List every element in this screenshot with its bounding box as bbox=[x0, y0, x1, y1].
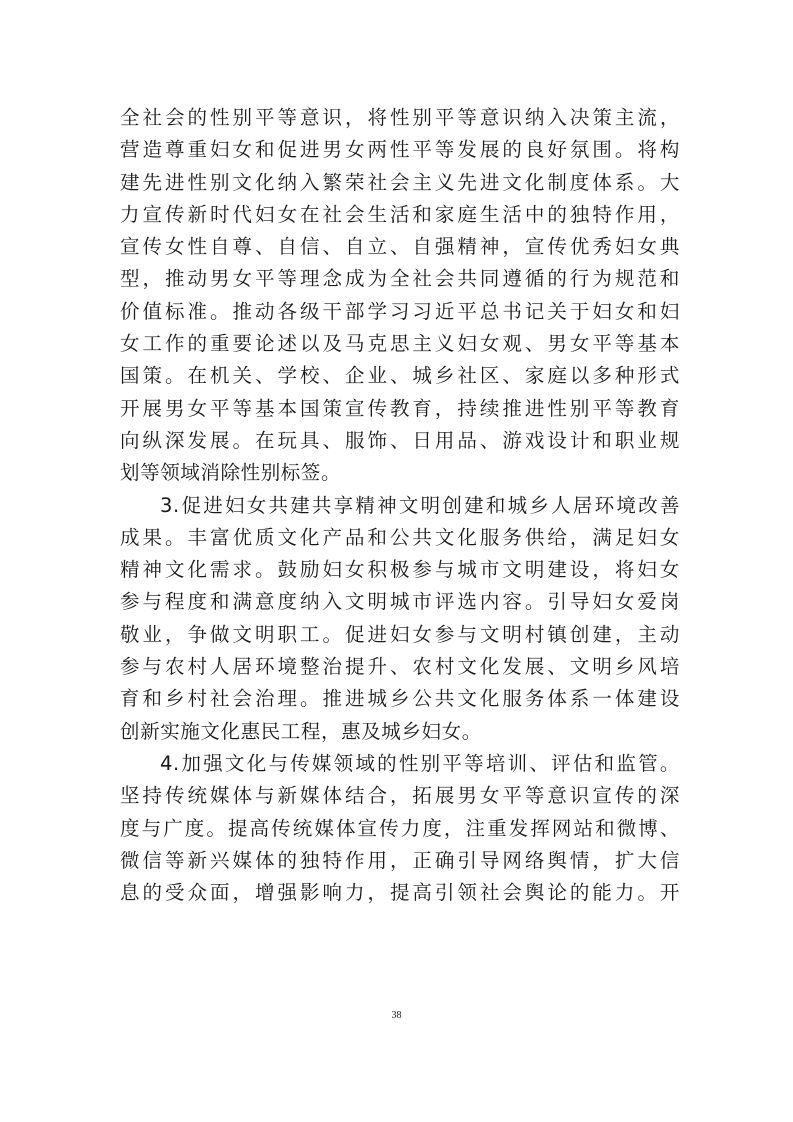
text-line: 精神文化需求。鼓励妇女积极参与城市文明建设，将妇女 bbox=[120, 558, 680, 582]
text-line: 参与农村人居环境整治提升、农村文化发展、文明乡风培 bbox=[120, 655, 680, 679]
text-line: 息的受众面，增强影响力，提高引领社会舆论的能力。开 bbox=[120, 881, 680, 905]
section-heading-line: 4.加强文化与传媒领域的性别平等培训、评估和监管。 bbox=[160, 751, 680, 775]
text-line: 划等领域消除性别标签。 bbox=[120, 461, 342, 485]
text-line: 敬业，争做文明职工。促进妇女参与文明村镇创建，主动 bbox=[120, 622, 680, 646]
text-line: 型，推动男女平等理念成为全社会共同遵循的行为规范和 bbox=[120, 267, 680, 291]
page-number: 38 bbox=[391, 1010, 402, 1021]
text-line: 全社会的性别平等意识，将性别平等意识纳入决策主流， bbox=[120, 106, 680, 129]
text-line: 微信等新兴媒体的独特作用，正确引导网络舆情，扩大信 bbox=[120, 848, 680, 872]
text-line: 向纵深发展。在玩具、服饰、日用品、游戏设计和职业规 bbox=[120, 428, 680, 452]
text-line: 国策。在机关、学校、企业、城乡社区、家庭以多种形式 bbox=[120, 364, 680, 388]
body-text bbox=[120, 102, 680, 909]
text-line: 营造尊重妇女和促进男女两性平等发展的良好氛围。将构 bbox=[120, 138, 680, 162]
text-line: 价值标准。推动各级干部学习习近平总书记关于妇女和妇 bbox=[120, 299, 680, 323]
text-line: 坚持传统媒体与新媒体结合，拓展男女平等意识宣传的深 bbox=[120, 784, 680, 808]
text-line: 度与广度。提高传统媒体宣传力度，注重发挥网站和微博、 bbox=[120, 816, 680, 840]
text-line: 建先进性别文化纳入繁荣社会主义先进文化制度体系。大 bbox=[120, 170, 680, 194]
text-line: 宣传女性自尊、自信、自立、自强精神，宣传优秀妇女典 bbox=[120, 235, 680, 259]
text-line: 力宣传新时代妇女在社会生活和家庭生活中的独特作用， bbox=[120, 202, 680, 226]
section-heading-line: 3.促进妇女共建共享精神文明创建和城乡人居环境改善 bbox=[160, 493, 680, 517]
text-line: 参与程度和满意度纳入文明城市评选内容。引导妇女爱岗 bbox=[120, 590, 680, 614]
text-line: 女工作的重要论述以及马克思主义妇女观、男女平等基本 bbox=[120, 332, 680, 356]
text-line: 成果。丰富优质文化产品和公共文化服务供给，满足妇女 bbox=[120, 525, 680, 549]
text-line: 育和乡村社会治理。推进城乡公共文化服务体系一体建设 bbox=[120, 687, 680, 711]
text-line: 开展男女平等基本国策宣传教育，持续推进性别平等教育 bbox=[120, 396, 680, 420]
text-line: 创新实施文化惠民工程，惠及城乡妇女。 bbox=[120, 719, 482, 743]
